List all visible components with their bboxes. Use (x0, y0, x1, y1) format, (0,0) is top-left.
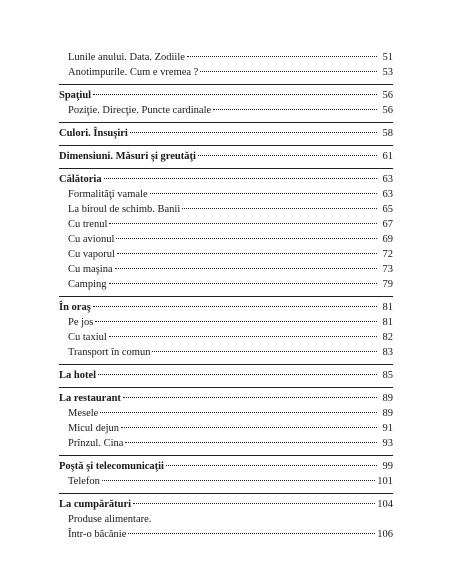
entry-page-number: 67 (382, 219, 393, 230)
dot-leader (152, 351, 377, 352)
entry-page-number: 51 (382, 52, 393, 63)
toc-entry-row (59, 277, 393, 292)
entry-page-number: 79 (382, 279, 393, 290)
toc-entry-row (59, 527, 393, 542)
entry-title: Lunile anului. Data. Zodiile (68, 52, 185, 63)
toc-section (59, 172, 393, 292)
entry-page-number: 93 (382, 438, 393, 449)
entry-title: Într-o băcănie (68, 529, 127, 540)
chapter-title: În oraş (59, 302, 91, 313)
toc-entry-row (59, 247, 393, 262)
chapter-page-number: 104 (377, 499, 393, 510)
toc-section (59, 497, 393, 542)
chapter-title: La hotel (59, 370, 97, 381)
chapter-title: Spaţiul (59, 90, 92, 101)
section-divider (59, 296, 393, 297)
toc-section (59, 50, 393, 80)
entry-title: Mesele (68, 408, 99, 419)
section-divider (59, 122, 393, 123)
toc-chapter-row (59, 300, 393, 315)
entry-title: Poziţie. Direcţie. Puncte cardinale (68, 105, 212, 116)
toc-section (59, 88, 393, 118)
dot-leader (102, 480, 375, 481)
dot-leader (187, 56, 377, 57)
toc-section (59, 368, 393, 383)
dot-leader (121, 427, 377, 428)
toc-entry-row (59, 187, 393, 202)
dot-leader (100, 412, 377, 413)
toc-entry-row (59, 65, 393, 80)
entry-page-number: 91 (382, 423, 393, 434)
toc-chapter-row (59, 497, 393, 512)
toc-entry-row (59, 345, 393, 360)
entry-page-number: 73 (382, 264, 393, 275)
entry-page-number: 63 (382, 189, 393, 200)
toc-chapter-row (59, 149, 393, 164)
toc-entry-row (59, 202, 393, 217)
section-divider (59, 493, 393, 494)
dot-leader (109, 283, 378, 284)
chapter-page-number: 56 (382, 90, 393, 101)
dot-leader (213, 109, 377, 110)
toc-entry-row (59, 474, 393, 489)
entry-title: Anotimpurile. Cum e vremea ? (68, 67, 199, 78)
toc-chapter-row (59, 459, 393, 474)
section-divider (59, 168, 393, 169)
entry-page-number: 101 (377, 476, 393, 487)
toc-entry-row (59, 421, 393, 436)
entry-page-number: 53 (382, 67, 393, 78)
toc-chapter-row (59, 172, 393, 187)
entry-page-number: 65 (382, 204, 393, 215)
section-divider (59, 364, 393, 365)
toc-chapter-row (59, 368, 393, 383)
section-divider (59, 145, 393, 146)
dot-leader (109, 223, 377, 224)
toc-entry-row (59, 103, 393, 118)
entry-title: Camping (68, 279, 107, 290)
section-divider (59, 387, 393, 388)
chapter-page-number: 85 (382, 370, 393, 381)
chapter-page-number: 89 (382, 393, 393, 404)
toc-entry-row (59, 217, 393, 232)
dot-leader (115, 268, 377, 269)
dot-leader (128, 533, 375, 534)
entry-title: Cu taxiul (68, 332, 107, 343)
entry-title: Telefon (68, 476, 100, 487)
toc-section (59, 391, 393, 451)
dot-leader (133, 503, 375, 504)
section-divider (59, 455, 393, 456)
toc-entry-row (59, 232, 393, 247)
dot-leader (130, 132, 377, 133)
entry-page-number: 106 (377, 529, 393, 540)
chapter-title: La cumpărături (59, 499, 132, 510)
dot-leader (125, 442, 377, 443)
dot-leader (116, 238, 377, 239)
entry-title: Transport în comun (68, 347, 151, 358)
chapter-page-number: 99 (382, 461, 393, 472)
entry-page-number: 72 (382, 249, 393, 260)
toc-chapter-row (59, 88, 393, 103)
entry-page-number: 83 (382, 347, 393, 358)
chapter-title: Culori. Însuşiri (59, 128, 128, 139)
entry-title: Cu maşina (68, 264, 113, 275)
entry-title: Cu trenul (68, 219, 108, 230)
toc-chapter-row (59, 126, 393, 141)
entry-title: La biroul de schimb. Banii (68, 204, 181, 215)
dot-leader (95, 321, 377, 322)
dot-leader (200, 71, 377, 72)
dot-leader (198, 155, 377, 156)
chapter-title: Călătoria (59, 174, 102, 185)
toc-entry-row (59, 330, 393, 345)
toc-entry-row (59, 406, 393, 421)
dot-leader (150, 193, 377, 194)
toc-chapter-row (59, 391, 393, 406)
chapter-page-number: 81 (382, 302, 393, 313)
chapter-title: La restaurant (59, 393, 121, 404)
dot-leader (98, 374, 377, 375)
chapter-title: Poştă şi telecomunicaţii (59, 461, 164, 472)
entry-page-number: 82 (382, 332, 393, 343)
dot-leader (93, 94, 377, 95)
toc-section (59, 300, 393, 360)
entry-page-number: 69 (382, 234, 393, 245)
dot-leader (104, 178, 377, 179)
toc-entry-row (59, 315, 393, 330)
dot-leader (109, 336, 377, 337)
toc-entry-row (59, 512, 393, 527)
chapter-page-number: 61 (382, 151, 393, 162)
entry-title: Cu vaporul (68, 249, 115, 260)
toc-section (59, 459, 393, 489)
table-of-contents (59, 50, 393, 542)
toc-section (59, 149, 393, 164)
toc-entry-row (59, 262, 393, 277)
entry-title: Cu avionul (68, 234, 115, 245)
chapter-title: Dimensiuni. Măsuri şi greutăţi (59, 151, 196, 162)
toc-entry-row (59, 50, 393, 65)
dot-leader (166, 465, 377, 466)
chapter-page-number: 63 (382, 174, 393, 185)
chapter-page-number: 58 (382, 128, 393, 139)
dot-leader (93, 306, 377, 307)
toc-entry-row (59, 436, 393, 451)
entry-page-number: 81 (382, 317, 393, 328)
toc-section (59, 126, 393, 141)
entry-title: Pe jos (68, 317, 94, 328)
entry-title: Prînzul. Cina (68, 438, 124, 449)
dot-leader (123, 397, 377, 398)
entry-page-number: 56 (382, 105, 393, 116)
entry-title: Formalităţi vamale (68, 189, 148, 200)
entry-title: Produse alimentare. (68, 514, 152, 525)
entry-page-number: 89 (382, 408, 393, 419)
dot-leader (182, 208, 377, 209)
section-divider (59, 84, 393, 85)
entry-title: Micul dejun (68, 423, 120, 434)
dot-leader (117, 253, 377, 254)
